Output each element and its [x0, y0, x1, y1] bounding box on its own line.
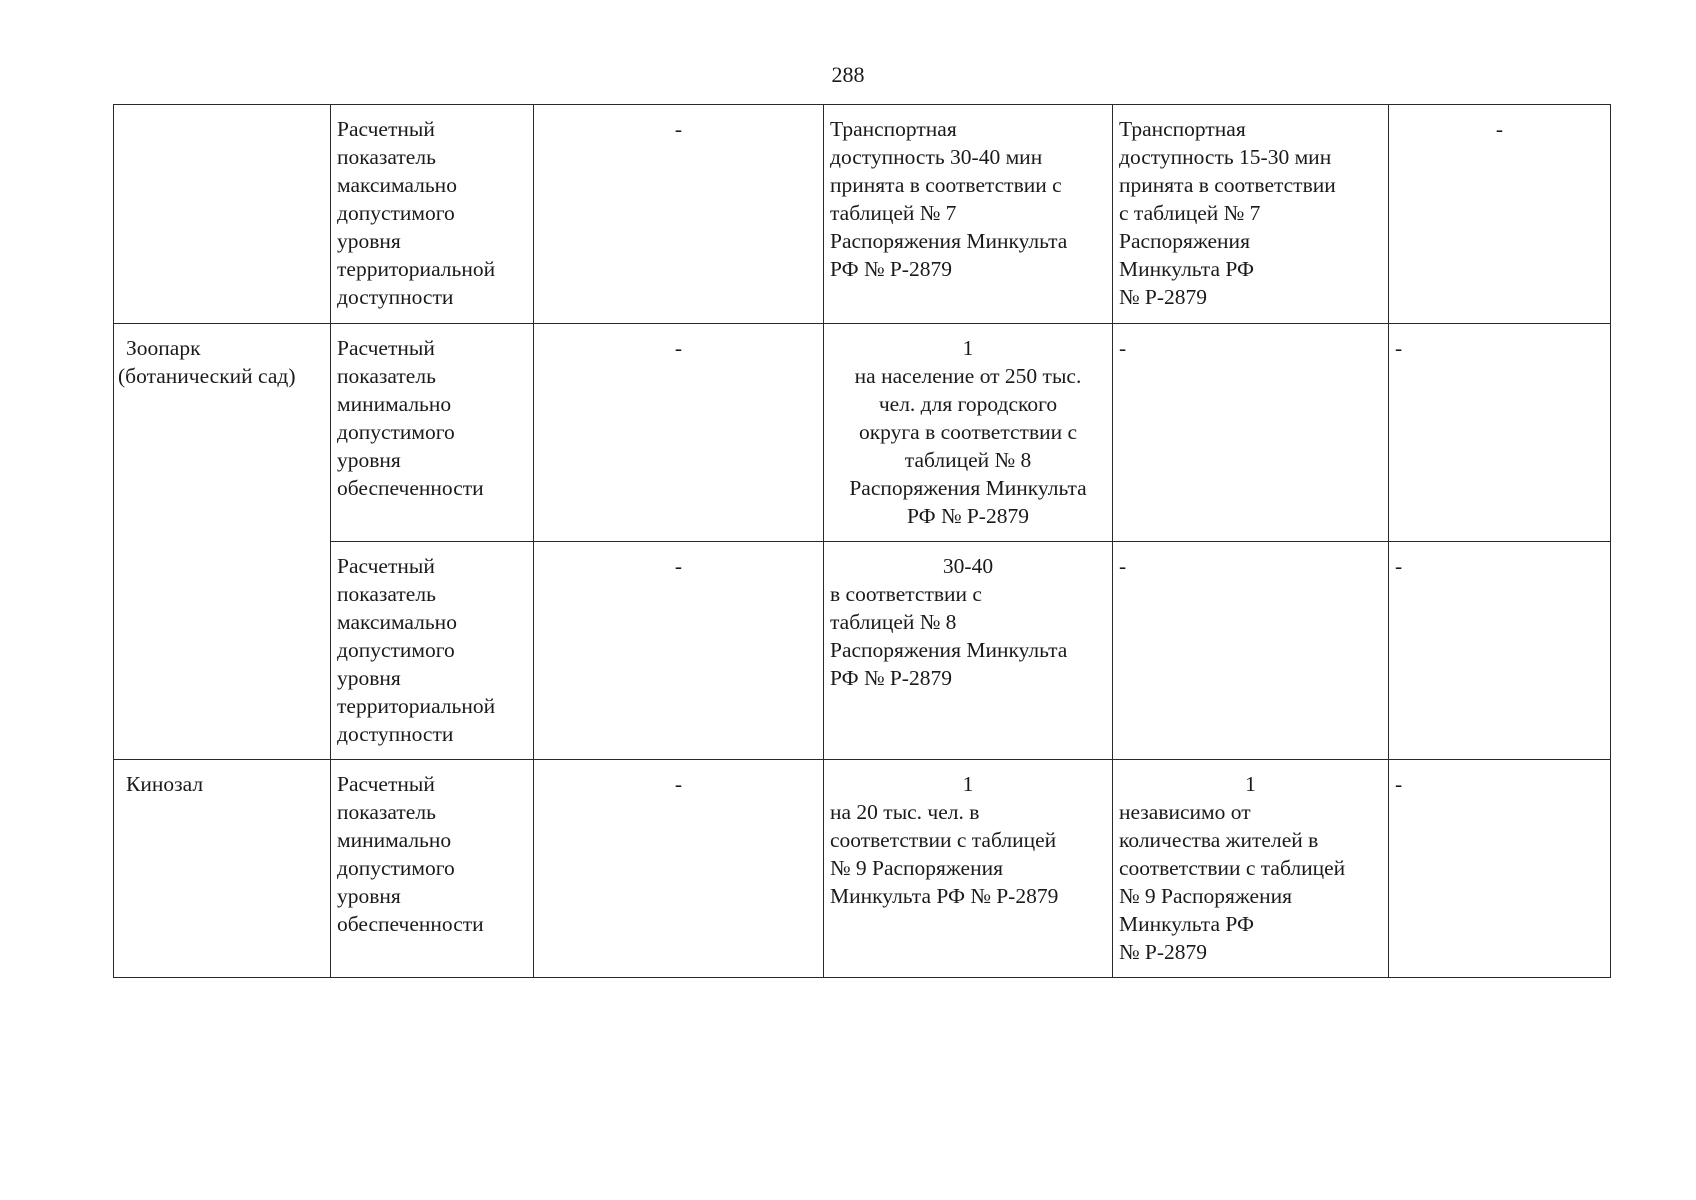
indicator-cell: Расчетный показатель минимально допустимого уровня обеспеченности — [331, 324, 534, 542]
indicator-cell: Расчетный показатель максимально допустимого уровня территориальной доступности — [331, 105, 534, 324]
value-cell: - — [1389, 760, 1611, 978]
object-cell: Зоопарк (ботанический сад) — [114, 324, 331, 760]
value-cell: 1 на 20 тыс. чел. в соответствии с таблицей № 9 Распоряжения Минкульта РФ № Р-2879 — [824, 760, 1113, 978]
value-cell: - — [1389, 324, 1611, 542]
value-cell: - — [1113, 324, 1389, 542]
value-cell: - — [534, 542, 824, 760]
value-cell: - — [1389, 542, 1611, 760]
value-cell: - — [1113, 542, 1389, 760]
value-cell: - — [534, 105, 824, 324]
value-cell: Транспортная доступность 30-40 мин принята в соответствии с таблицей № 7 Распоряжения Минкульта РФ № Р-2879 — [824, 105, 1113, 324]
table-row — [114, 324, 1611, 542]
table-row — [114, 760, 1611, 978]
indicator-cell: Расчетный показатель минимально допустимого уровня обеспеченности — [331, 760, 534, 978]
object-cell — [114, 105, 331, 324]
table-row — [114, 542, 1611, 760]
value-cell: - — [1389, 105, 1611, 324]
value-cell: - — [534, 324, 824, 542]
standards-table — [113, 104, 1611, 978]
table-row — [114, 105, 1611, 324]
value-cell: 1 независимо от количества жителей в соответствии с таблицей № 9 Распоряжения Минкульта РФ № Р-2879 — [1113, 760, 1389, 978]
value-cell: Транспортная доступность 15-30 мин принята в соответствии с таблицей № 7 Распоряжения Минкульта РФ № Р-2879 — [1113, 105, 1389, 324]
value-cell: 30-40 в соответствии с таблицей № 8 Распоряжения Минкульта РФ № Р-2879 — [824, 542, 1113, 760]
object-cell: Кинозал — [114, 760, 331, 978]
value-cell: - — [534, 760, 824, 978]
page-number: 288 — [831, 62, 865, 87]
value-cell: 1 на население от 250 тыс. чел. для городского округа в соответствии с таблицей № 8 Распоряжения Минкульта РФ № Р-2879 — [824, 324, 1113, 542]
indicator-cell: Расчетный показатель максимально допустимого уровня территориальной доступности — [331, 542, 534, 760]
